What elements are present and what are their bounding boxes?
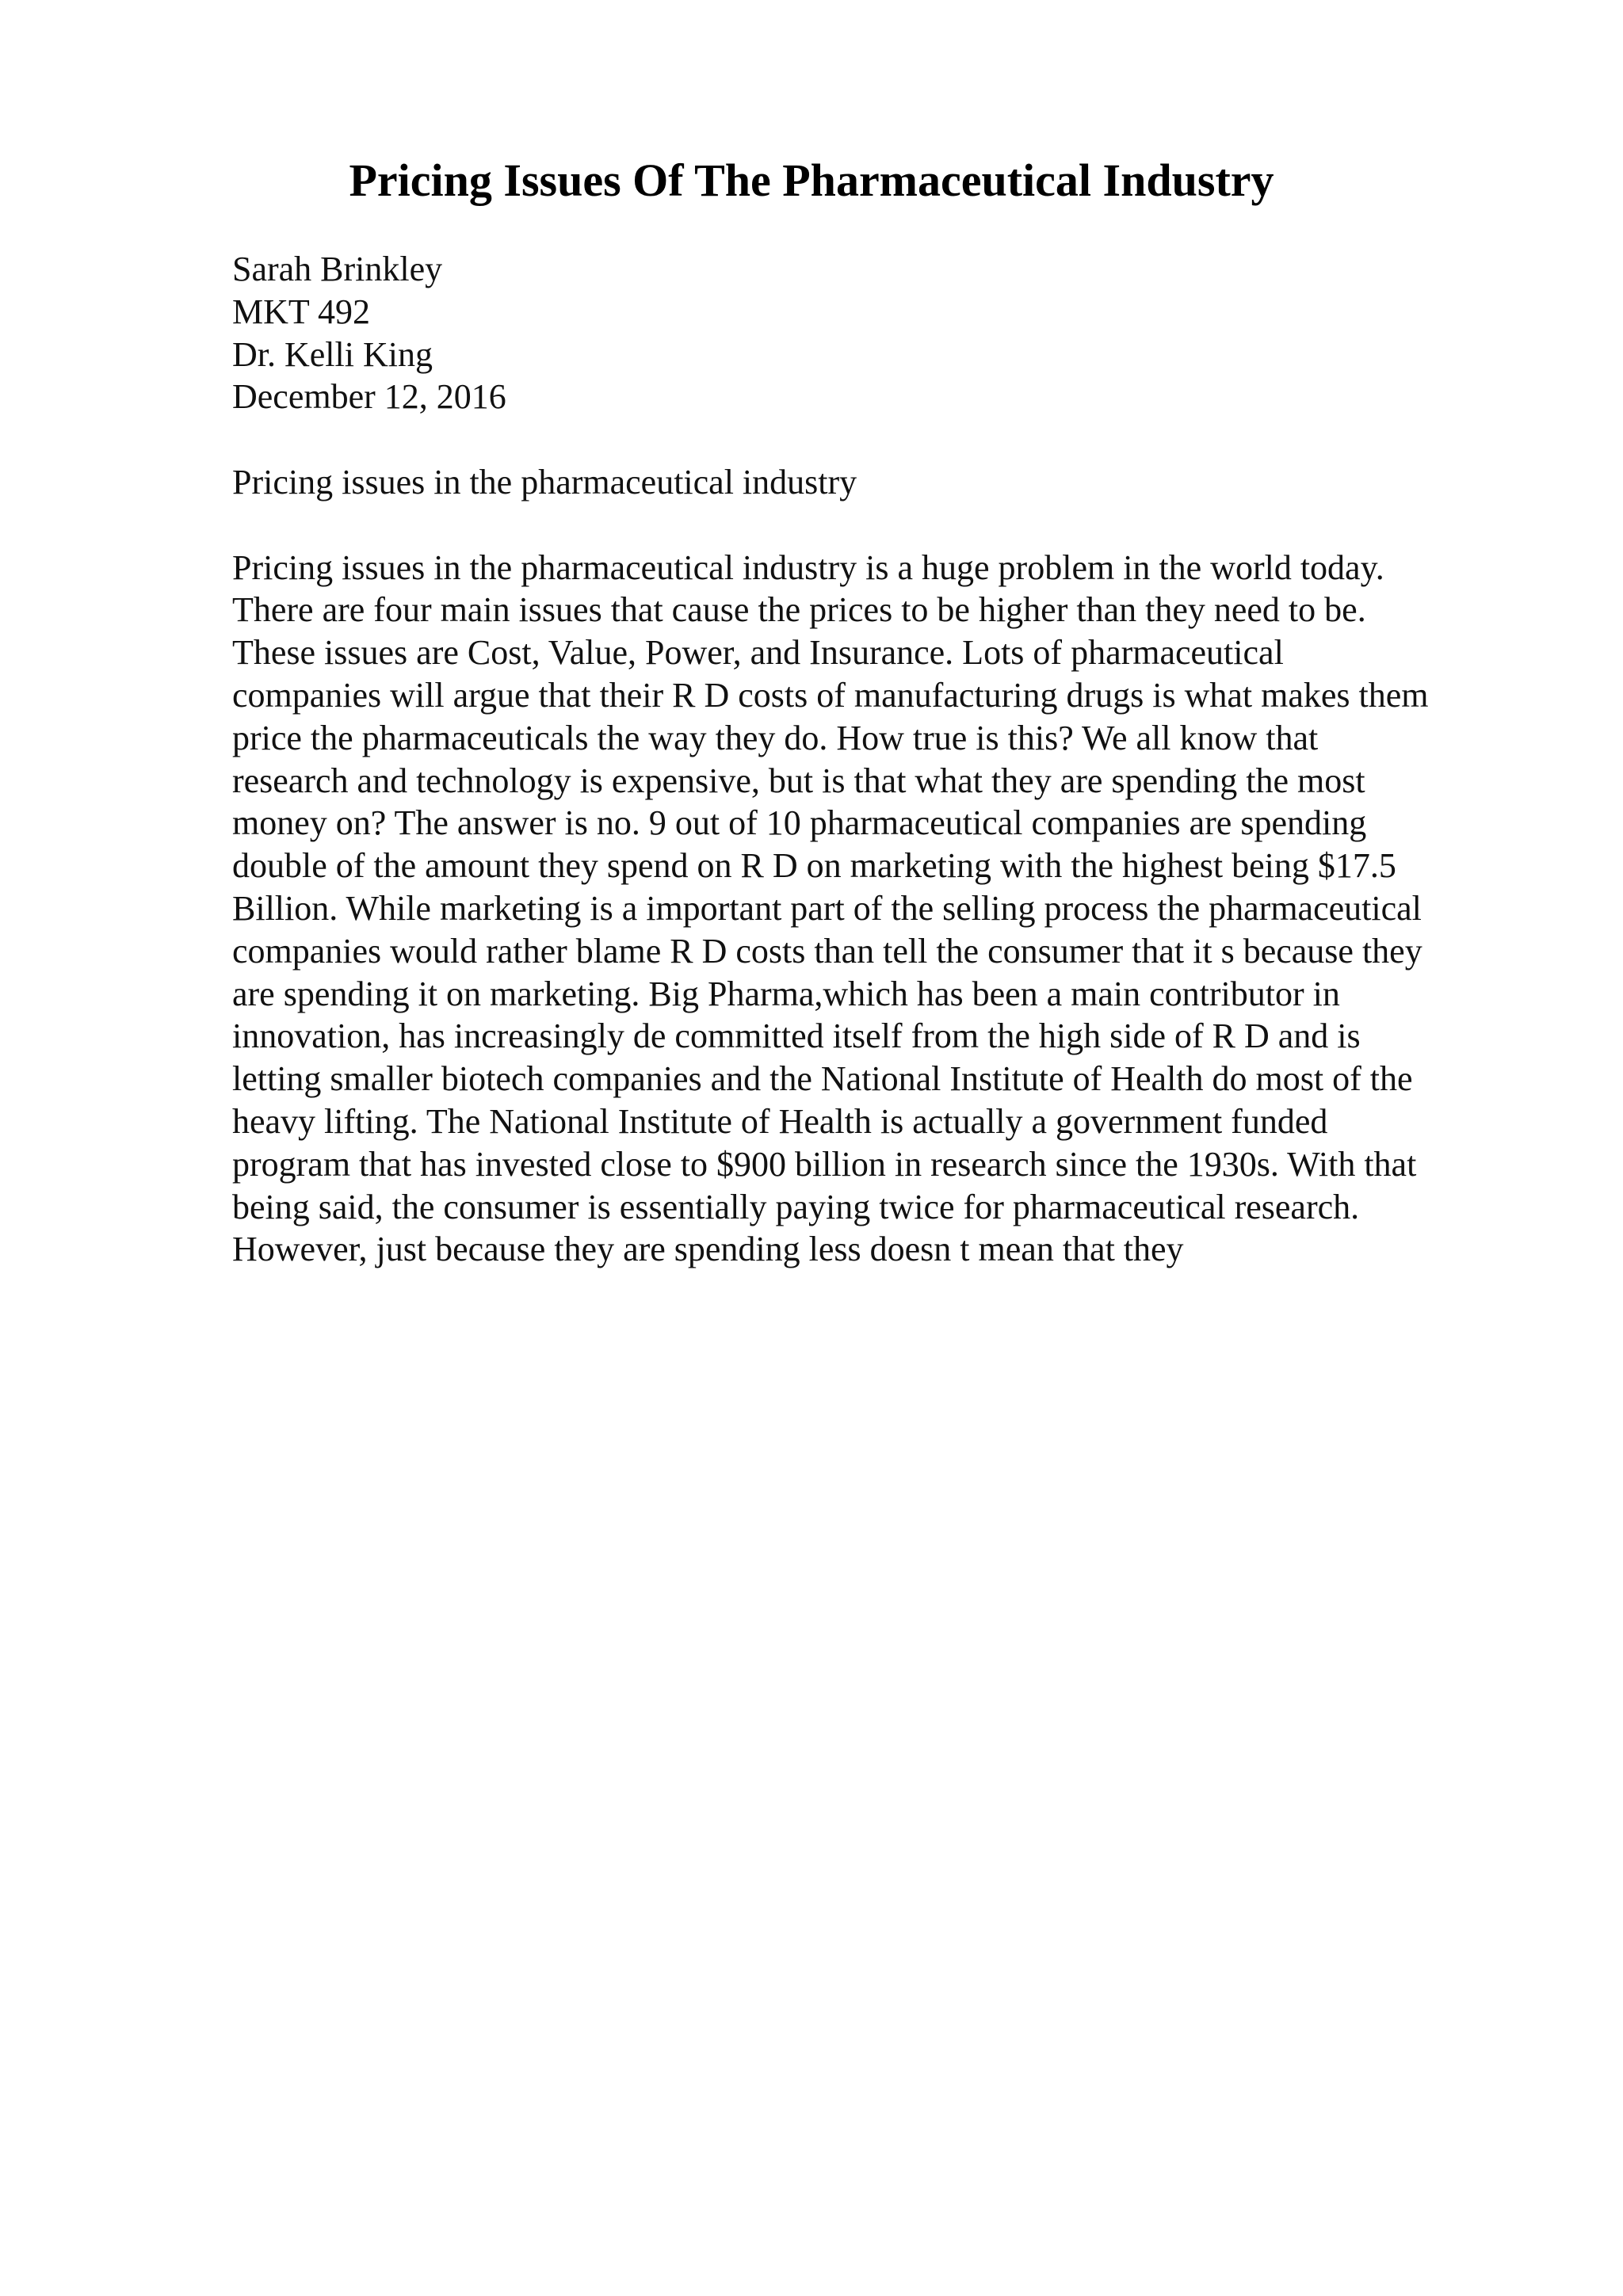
- spacer: [232, 418, 1532, 461]
- body-line: Billion. While marketing is a important part of the selling process the pharmaceutical: [232, 888, 1422, 928]
- body-line: There are four main issues that cause the prices to be higher than they need to be.: [232, 590, 1366, 630]
- body-line: companies would rather blame R D costs than tell the consumer that it s because they: [232, 931, 1423, 971]
- author-name: Sarah Brinkley: [232, 250, 443, 288]
- body-line: being said, the consumer is essentially paying twice for pharmaceutical research.: [232, 1187, 1360, 1226]
- body-line: letting smaller biotech companies and the National Institute of Health do most of the: [232, 1059, 1413, 1099]
- body-line: heavy lifting. The National Institute of Health is actually a government funded: [232, 1101, 1328, 1141]
- body-line: Pricing issues in the pharmaceutical industry is a huge problem in the world today.: [232, 547, 1384, 587]
- body-line: companies will argue that their R D costs of manufacturing drugs is what makes them: [232, 675, 1429, 715]
- body-line: program that has invested close to $900 billion in research since the 1930s. With that: [232, 1144, 1417, 1184]
- document-date: December 12, 2016: [232, 377, 506, 417]
- course-code: MKT 492: [232, 292, 370, 331]
- body-line: However, just because they are spending less doesn t mean that they: [232, 1230, 1184, 1269]
- instructor-name: Dr. Kelli King: [232, 334, 433, 374]
- body-line: innovation, has increasingly de committed itself from the high side of R D and is: [232, 1016, 1361, 1056]
- body-line: are spending it on marketing. Big Pharma,which has been a main contributor in: [232, 974, 1340, 1013]
- body-line: research and technology is expensive, but is that what they are spending the most: [232, 761, 1365, 800]
- document-content: [232, 248, 1532, 1271]
- body-line: double of the amount they spend on R D on marketing with the highest being $17.5: [232, 846, 1396, 886]
- body-line: money on? The answer is no. 9 out of 10 pharmaceutical companies are spending: [232, 803, 1367, 843]
- document-title: Pricing Issues Of The Pharmaceutical Industry: [349, 154, 1274, 206]
- body-paragraph: [232, 547, 1532, 1272]
- spacer: [232, 504, 1532, 547]
- document-subtitle: Pricing issues in the pharmaceutical industry: [232, 462, 857, 502]
- body-line: These issues are Cost, Value, Power, and Insurance. Lots of pharmaceutical: [232, 633, 1284, 673]
- body-line: price the pharmaceuticals the way they do. How true is this? We all know that: [232, 718, 1319, 757]
